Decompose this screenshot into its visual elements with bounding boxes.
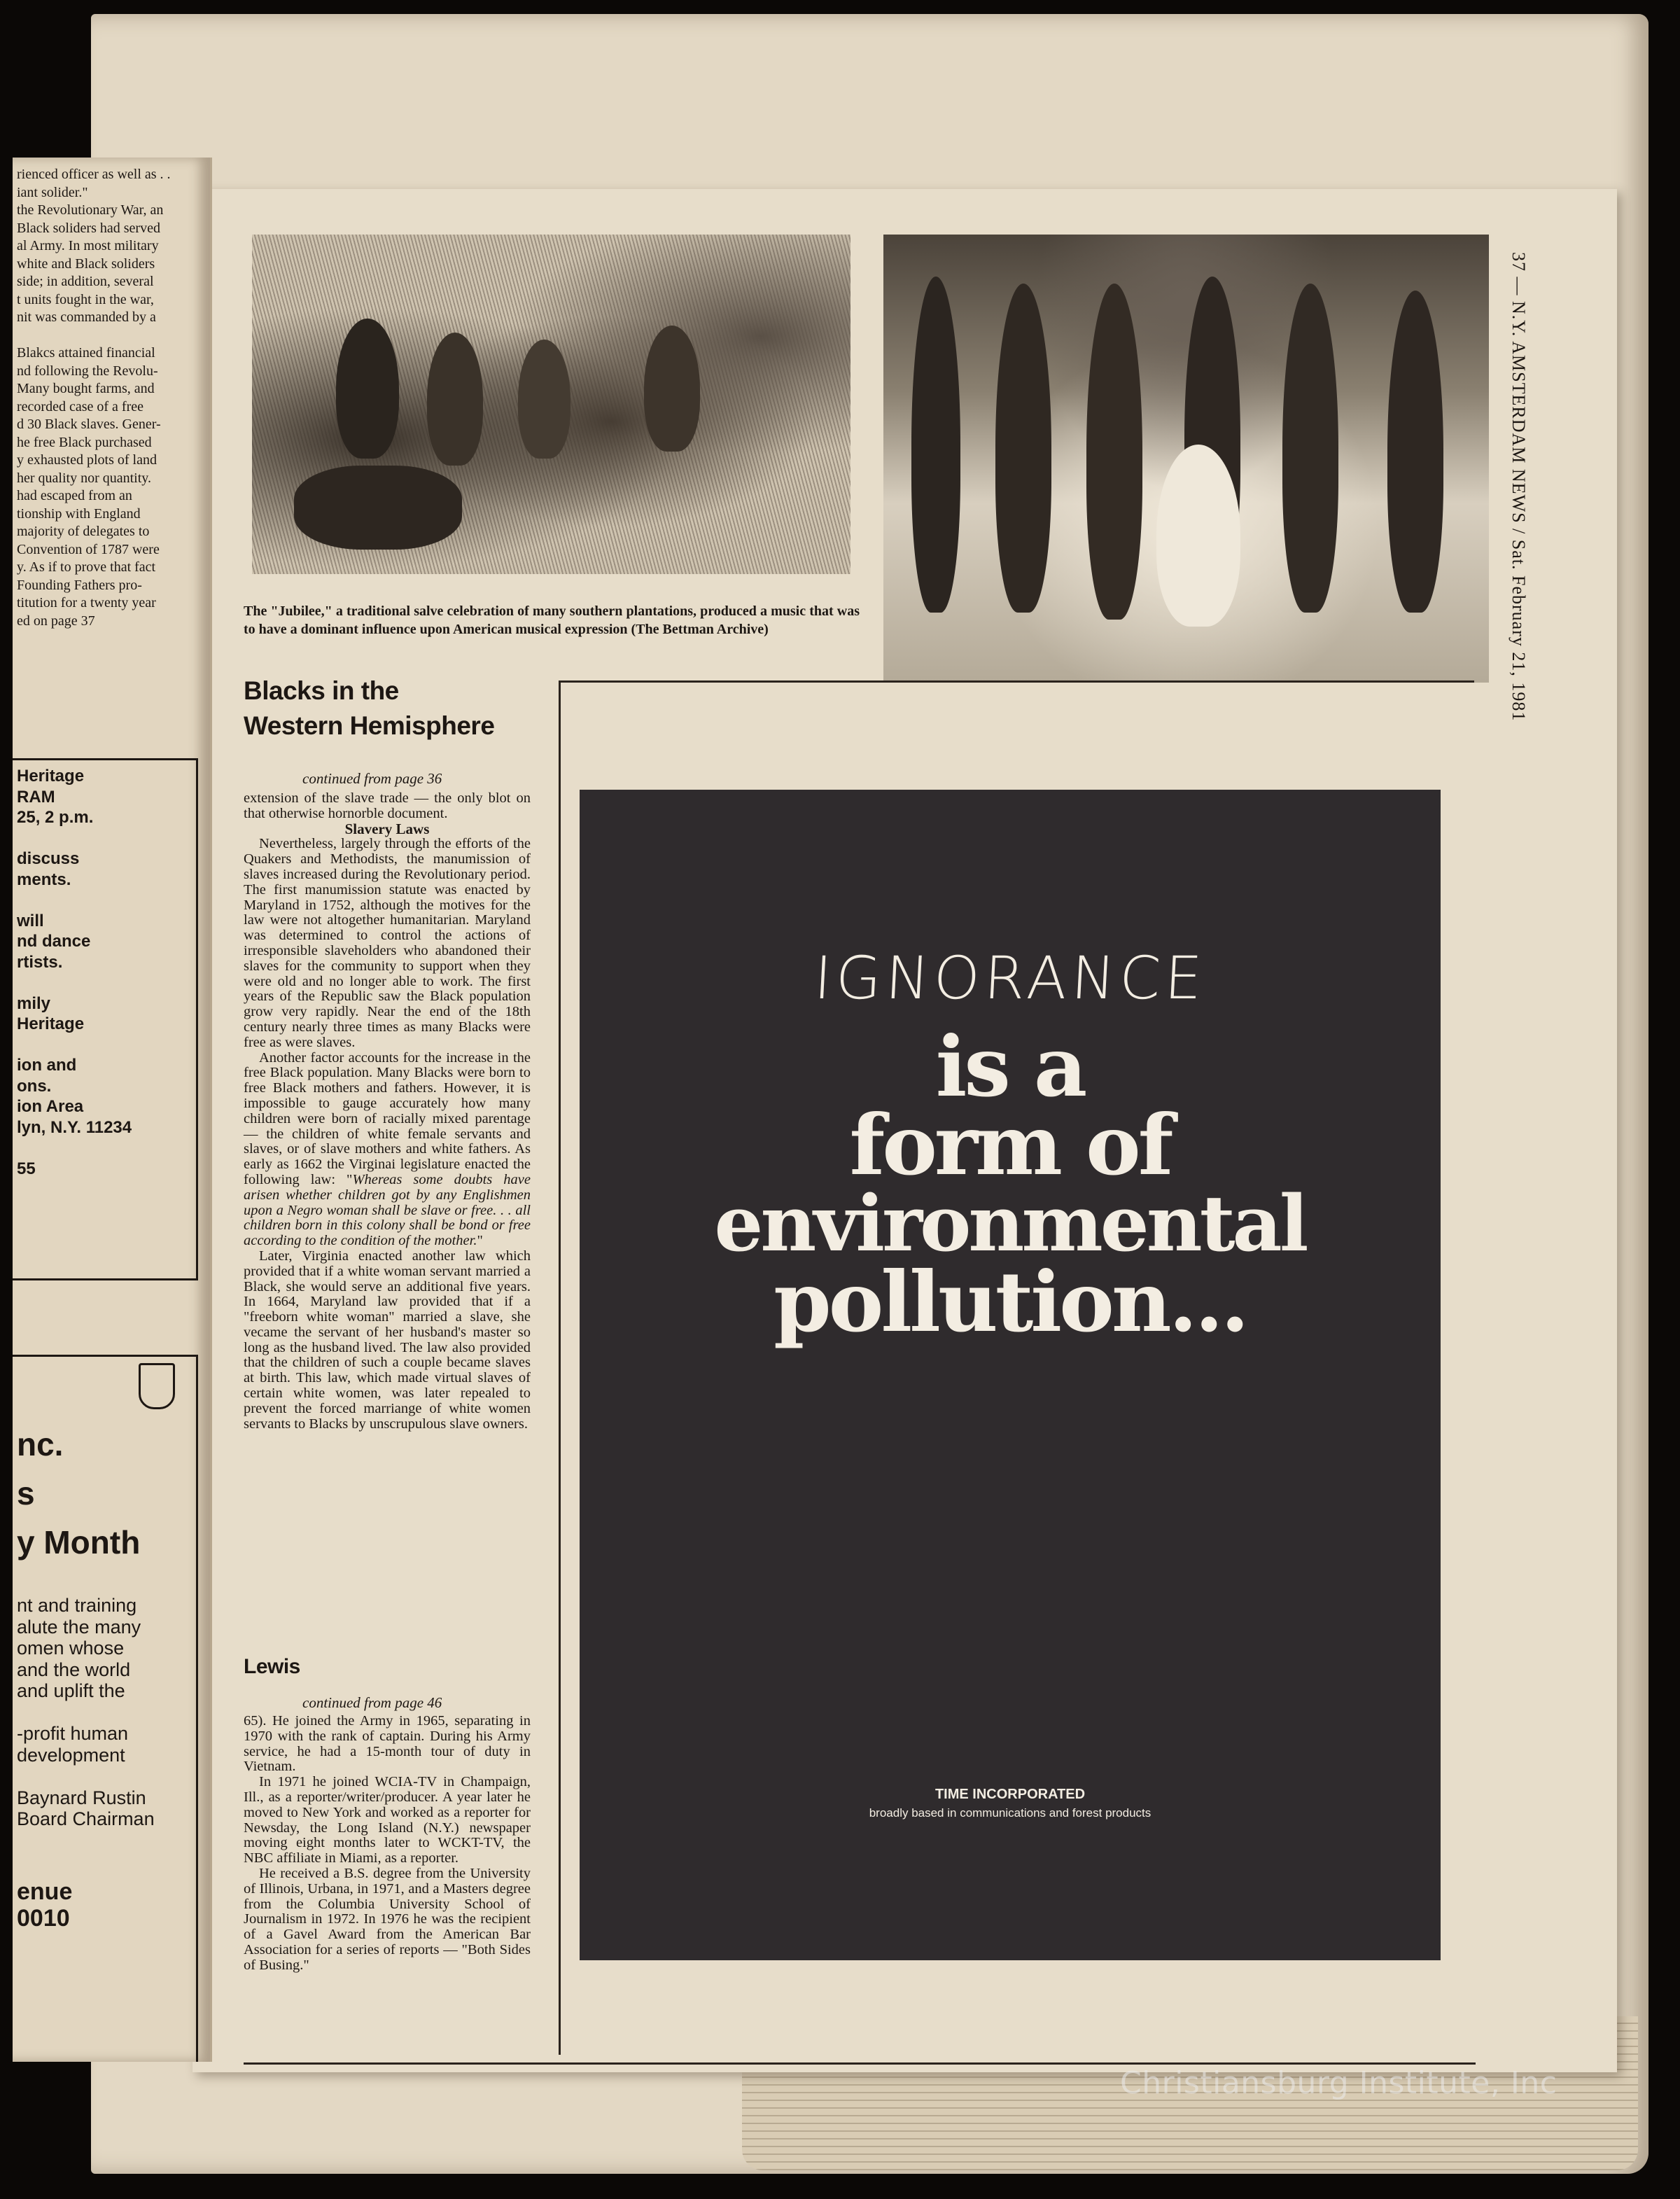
heritage-line: ion Area	[17, 1097, 84, 1116]
left-page-line: iant solider."	[17, 184, 88, 200]
left-page-line: white and Black soliders	[17, 256, 155, 272]
organization-ad-text	[17, 1595, 155, 1830]
lewis-continued-note: continued from page 46	[302, 1694, 442, 1711]
organization-line: -profit human	[17, 1723, 129, 1744]
organization-line: omen whose	[17, 1638, 125, 1659]
left-page-line: he free Black purchased	[17, 434, 152, 450]
left-page-line: nd following the Revolu-	[17, 363, 158, 379]
heritage-line: discuss	[17, 849, 80, 868]
heritage-line: nd dance	[17, 932, 91, 951]
heritage-program-text	[17, 766, 132, 1179]
heritage-line	[17, 972, 132, 993]
ad-headline-line1: is a	[935, 1018, 1085, 1115]
organization-title-line: y Month	[17, 1524, 141, 1561]
left-page-line: Convention of 1787 were	[17, 541, 160, 557]
heritage-line: RAM	[17, 787, 55, 807]
heritage-line	[17, 1138, 132, 1159]
left-page-line: y. As if to prove that fact	[17, 559, 156, 575]
organization-title-line: nc.	[17, 1426, 64, 1462]
left-page-line: recorded case of a free	[17, 398, 144, 414]
heritage-line: 55	[17, 1159, 36, 1178]
left-page-line: Many bought farms, and	[17, 381, 155, 396]
photo-caption: The "Jubilee," a traditional salve celebration of many southern plantations, produced a music that was to have a dominant influence upon American musical expression (The Bettman Archive)	[244, 603, 860, 637]
jubilee-engraving-photo	[252, 235, 850, 574]
left-page-line: had escaped from an	[17, 488, 132, 503]
lewis-article-body: 65). He joined the Army in 1965, separating in 1970 with the rank of captain. During his Army service, he had a 15-month tour of duty in Vietnam. In 1971 he joined WCIA-TV in Champaign, Ill., as a reporter/writer/producer. A year later he moved to New York and worked as a reporter for Newsday, the Long Island (N.Y.) newspaper moving eight months later to WCKT-TV, the NBC affiliate in Miami, as a reporter. He received a B.S. degree from the University of Illinois, Urbana, in 1971, and a Masters degree from the Columbia University School of Journalism in 1972. In 1976 he was the recipient of a Gavel Award from the American Bar Association for a series of reports — "Both Sides of Busing."	[244, 1713, 531, 1973]
heritage-line	[17, 1035, 132, 1056]
left-page-line: the Revolutionary War, an	[17, 202, 164, 218]
left-page-line: ed on page 37	[17, 613, 95, 629]
left-page-line: Blakcs attained financial	[17, 345, 155, 361]
heritage-line: rtists.	[17, 952, 63, 972]
ad-headline-line2: form of	[849, 1096, 1171, 1194]
ad-sponsor: TIME INCORPORATED	[934, 1787, 1086, 1802]
organization-line: and uplift the	[17, 1680, 125, 1701]
organization-ad-title	[17, 1420, 140, 1567]
left-page-fragment	[13, 158, 212, 2062]
organization-line: alute the many	[17, 1616, 141, 1638]
heritage-line: Heritage	[17, 767, 85, 786]
ad-handwritten-word: IGNORANCE	[812, 944, 1208, 1012]
organization-line: Baynard Rustin	[17, 1787, 146, 1808]
heritage-line: lyn, N.Y. 11234	[17, 1117, 132, 1137]
heritage-line: ons.	[17, 1076, 52, 1096]
organization-line: nt and training	[17, 1595, 137, 1616]
organization-line: development	[17, 1744, 125, 1766]
left-page-text	[17, 166, 207, 630]
heritage-line	[17, 890, 132, 911]
heritage-line	[17, 828, 132, 849]
heritage-line: 25, 2 p.m.	[17, 808, 94, 827]
heritage-line: Heritage	[17, 1014, 85, 1033]
ad-headline-line4: pollution...	[774, 1253, 1247, 1350]
left-page-line: majority of delegates to	[17, 524, 150, 539]
heritage-line: mily	[17, 993, 51, 1013]
lewis-headline: Lewis	[244, 1655, 300, 1678]
organization-title-line: s	[17, 1475, 35, 1512]
organization-line	[17, 1702, 155, 1724]
left-page-line: tionship with England	[17, 505, 141, 522]
left-page-line: rienced officer as well as . .	[17, 167, 171, 182]
ad-tagline: broadly based in communications and forest products	[869, 1806, 1152, 1820]
left-page-line: t units fought in the war,	[17, 291, 154, 307]
left-page-line: Founding Fathers pro-	[17, 577, 142, 593]
heritage-line: ion and	[17, 1056, 77, 1075]
organization-address-line: 0010	[17, 1905, 70, 1932]
left-page-line: y exhausted plots of land	[17, 452, 157, 468]
heritage-program-box	[13, 758, 198, 1280]
page-folio: 37 — N.Y. AMSTERDAM NEWS / Sat. February 21, 1981	[1508, 252, 1529, 722]
subheading: Slavery Laws	[344, 820, 430, 837]
left-page-line: nit was commanded by a	[17, 309, 156, 325]
heritage-line: ments.	[17, 870, 71, 889]
left-page-line	[17, 327, 207, 345]
drill-team-photo	[883, 235, 1489, 683]
organization-ad-address	[17, 1878, 72, 1932]
heritage-line: will	[17, 911, 44, 930]
left-page-line: d 30 Black slaves. Gener-	[17, 417, 161, 432]
article-headline: Blacks in the Western Hemisphere	[244, 676, 495, 740]
organization-line: and the world	[17, 1659, 131, 1680]
time-inc-advertisement	[580, 790, 1441, 1960]
organization-address-line: enue	[17, 1878, 73, 1905]
watermark: Christiansburg Institute, Inc	[1120, 2065, 1558, 2101]
ad-headline-line3: environmental	[714, 1178, 1306, 1269]
left-page-line: al Army. In most military	[17, 238, 159, 253]
left-page-line: side; in addition, several	[17, 274, 154, 289]
left-page-line: her quality nor quantity.	[17, 470, 151, 486]
left-page-line: titution for a twenty year	[17, 595, 156, 610]
article-body: extension of the slave trade — the only blot on that otherwise hornorble document. Slavery Laws Nevertheless, largely through the efforts of the Quakers and Methodists, the manumission of slaves increased during the Revolutionary period. The first manumission statute was enacted by Maryland in 1752, although the motives for the law were not altogether humanitarian. Maryland was determined to control the actions of irresponsible slaveholders who abandoned their slaves for the community to support when they were old and no longer able to work. The first years of the Republic saw the Black population grow very rapidly. Near the end of the 18th century nearly three times as many Blacks were free as were slaves. Another factor accounts for the increase in the free Black population. Many Blacks were born to free Black mothers and fathers. However, it is impossible to gauge accurately how many children were born of racially mixed parentage — the children of white female servants and slaves, or of slave mothers and white fathers. As early as 1662 the Virginai legislature enacted the following law: "Whereas some doubts have arisen whether children got by any Englishmen upon a Negro woman shall be slave or free. . . all children born in this colony shall be bond or free according to the condition of the mother." Later, Virginia enacted another law which provided that if a white woman servant married a Black, she would serve an additional five years. In 1664, Maryland law provided that if a "freeborn white woman" married a slave, she vecame the servant of her husband's master so long as the husband lived. The law also provided that the children of such a couple became slaves at birth. This law, which made virtual slaves of certain white women, was later repealed to prevent the forced marriange of white women servants to Blacks by unscrupulous slave owners.	[244, 790, 531, 1432]
organization-line: Board Chairman	[17, 1808, 155, 1829]
organization-ad-box	[13, 1355, 198, 2062]
page-bottom-rule	[244, 2062, 1476, 2065]
organization-line	[17, 1766, 155, 1787]
left-page-line: Black soliders had served	[17, 220, 160, 236]
continued-note: continued from page 36	[302, 770, 442, 787]
park-service-arrowhead-icon	[139, 1363, 175, 1409]
